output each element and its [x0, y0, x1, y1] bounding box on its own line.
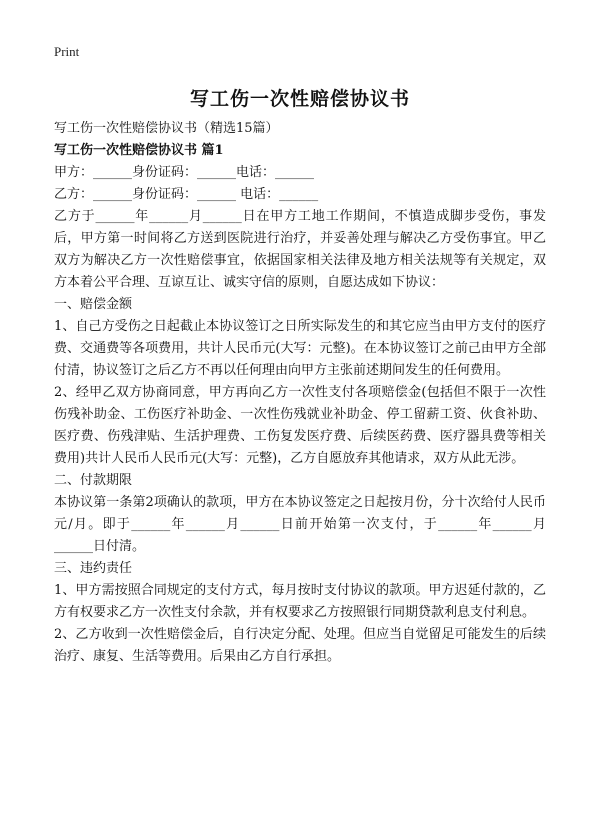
article-heading: 写工伤一次性赔偿协议书 篇1: [54, 143, 224, 158]
payment-term-paragraph: 本协议第一条第2项确认的款项，甲方在本协议签定之日起按月份，分十次给付人民币元/月。即于______年______月______日前开始第一次支付，于______年______月______日付清。: [54, 495, 546, 554]
compensation-clause-1: 1、自己方受伤之日起截止本协议签订之日所实际发生的和其它应当由甲方支付的医疗费、交通费等各项费用，共计人民币元(大写：元整)。在本协议签订之前己由甲方全部付清，协议签订之后乙方不再以任何理由向甲方主张前述期间发生的任何费用。: [54, 319, 546, 378]
compensation-clause-2: 2、经甲乙双方协商同意，甲方再向乙方一次性支付各项赔偿金(包括但不限于一次性伤残补助金、工伤医疗补助金、一次性伤残就业补助金、停工留薪工资、伙食补助、医疗费、伤残津贴、生活护理费、工伤复发医疗费、后续医药费、医疗器具费等相关费用)共计人民币人民币元(大写：元整)，乙方自愿放弃其他请求，双方从此无涉。: [54, 385, 546, 466]
document-title: 写工伤一次性赔偿协议书: [189, 88, 410, 110]
document-body: [54, 118, 546, 668]
liability-clause-1: 1、甲方需按照合同规定的支付方式，每月按时支付协议的款项。甲方迟延付款的，乙方有权要求乙方一次性支付余款，并有权要求乙方按照银行同期贷款利息支付利息。: [54, 583, 546, 620]
section-heading-payment-term: 二、付款期限: [54, 473, 133, 488]
liability-clause-2: 2、乙方收到一次性赔偿金后，自行决定分配、处理。但应当自觉留足可能发生的后续治疗、康复、生活等费用。后果由乙方自行承担。: [54, 627, 546, 664]
intro-paragraph: 乙方于______年______月______日在甲方工地工作期间，不慎造成脚步受伤，事发后，甲方第一时间将乙方送到医院进行治疗，并妥善处理与解决乙方受伤事宜。甲乙双方为解决乙方一次性赔偿事宜，依据国家相关法律及地方相关法规等有关规定，双方本着公平合理、互谅互让、诚实守信的原则，自愿达成如下协议：: [54, 209, 546, 290]
party-a-line: 甲方：______身份证码：______电话：______: [54, 165, 315, 180]
print-link[interactable]: Print: [54, 44, 80, 59]
document-subtitle: 写工伤一次性赔偿协议书（精选15篇）: [54, 121, 279, 136]
section-heading-liability: 三、违约责任: [54, 561, 133, 576]
section-heading-compensation: 一、赔偿金额: [54, 297, 133, 312]
party-b-line: 乙方：______身份证码：______ 电话：______: [54, 187, 319, 202]
